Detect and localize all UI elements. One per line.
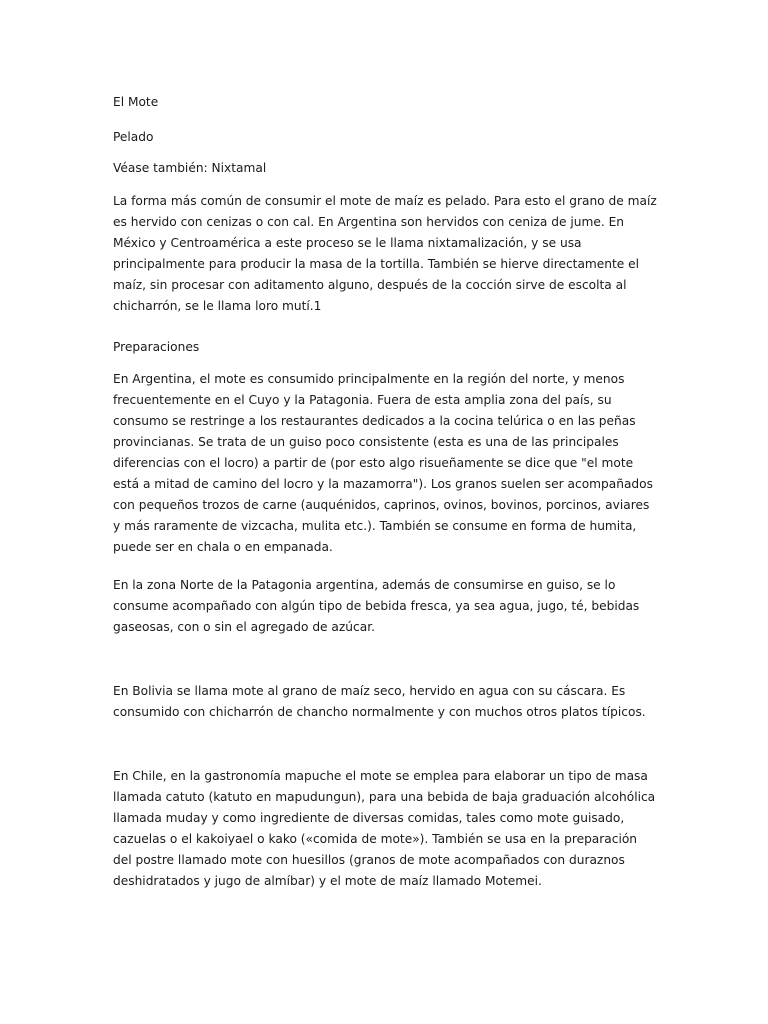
paragraph-patagonia: En la zona Norte de la Patagonia argentina, además de consumirse en guiso, se lo consume acompañado con algún tipo de bebida fresca, ya sea agua, jugo, té, bebidas gaseosas, con o sin el agregado de azúcar.	[113, 578, 640, 634]
intro-paragraph: La forma más común de consumir el mote de maíz es pelado. Para esto el grano de maíz es hervido con cenizas o con cal. En Argentina son hervidos con ceniza de jume. En México y Centroamérica a este proceso se le llama nixtamalización, y se usa principalmente para producir la masa de la tortilla. También se hierve directamente el maíz, sin procesar con aditamento alguno, después de la cocción sirve de escolta al chicharrón, se le llama loro mutí.1	[113, 194, 657, 313]
paragraph-chile: En Chile, en la gastronomía mapuche el mote se emplea para elaborar un tipo de masa llamada catuto (katuto en mapudungun), para una bebida de baja graduación alcohólica llamada muday y como ingrediente de diversas comidas, tales como mote guisado, cazuelas o el kakoiyael o kako («comida de mote»). También se usa en la preparación del postre llamado mote con huesillos (granos de mote acompañados con duraznos deshidratados y jugo de almíbar) y el mote de maíz llamado Motemei.	[113, 769, 656, 888]
document-title: El Mote	[113, 95, 159, 109]
paragraph-argentina: En Argentina, el mote es consumido principalmente en la región del norte, y menos frecuentemente en el Cuyo y la Patagonia. Fuera de esta amplia zona del país, su consumo se restringe a los restaurantes dedicados a la cocina telúrica o en las peñas provincianas. Se trata de un guiso poco consistente (esta es una de las principales diferencias con el locro) a partir de (por esto algo risueñamente se dice que "el mote está a mitad de camino del locro y la mazamorra"). Los granos suelen ser acompañados con pequeños trozos de carne (auquénidos, caprinos, ovinos, bovinos, porcinos, aviares y más raramente de vizcacha, mulita etc.). También se consume en forma de humita, puede ser en chala o en empanada.	[113, 372, 653, 554]
section-heading: Preparaciones	[113, 340, 200, 354]
document-subtitle: Pelado	[113, 130, 154, 144]
paragraph-bolivia: En Bolivia se llama mote al grano de maíz seco, hervido en agua con su cáscara. Es consumido con chicharrón de chancho normalmente y con muchos otros platos típicos.	[113, 684, 646, 719]
see-also-line: Véase también: Nixtamal	[113, 161, 267, 175]
